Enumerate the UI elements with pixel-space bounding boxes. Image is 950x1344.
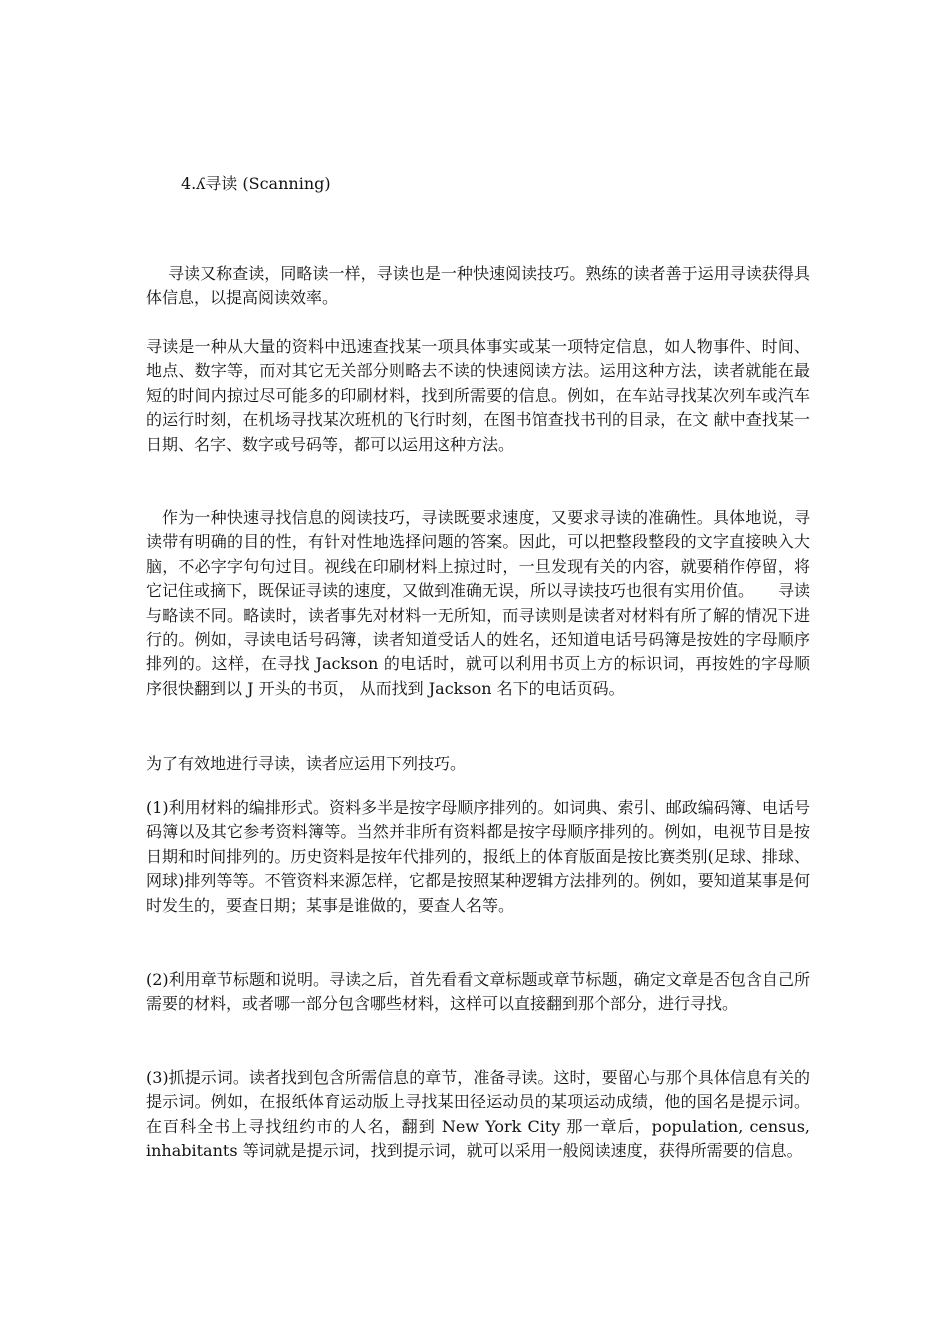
paragraph-intro: 寻读又称查读，同略读一样，寻读也是一种快速阅读技巧。熟练的读者善于运用寻读获得具体信息，以提高阅读效率。 [146,264,810,308]
paragraph-technique-3: (3)抓提示词。读者找到包含所需信息的章节，准备寻读。这时，要留心与那个具体信息有关的提示词。例如，在报纸体育运动版上寻找某田径运动员的某项运动成绩，他的国名是提示词。在百科全书上寻找纽约市的人名，翻到 New York City 那一章后，population, census, inhabitants 等词就是提示词，找到提示词，就可以采用一般阅读速度，获得所需要的信息。 [146,1068,810,1161]
paragraph-technique-2: (2)利用章节标题和说明。寻读之后，首先看看文章标题或章节标题，确定文章是否包含自己所需要的材料，或者哪一部分包含哪些材料，这样可以直接翻到那个部分，进行寻找。 [146,970,810,1014]
paragraph-definition: 寻读是一种从大量的资料中迅速查找某一项具体事实或某一项特定信息，如人物事件、时间、地点、数字等，而对其它无关部分则略去不读的快速阅读方法。运用这种方法，读者就能在最短的时间内掠过尽可能多的印刷材料，找到所需要的信息。例如，在车站寻找某次列车或汽车的运行时刻，在机场寻找某次班机的飞行时刻，在图书馆查找书刊的目录，在文 献中查找某一日期、名字、数字或号码等，都可以运用这种方法。 [146,337,810,454]
section-heading: 4.ʎ寻读 (Scanning) [181,174,331,193]
paragraph-technique-1: (1)利用材料的编排形式。资料多半是按字母顺序排列的。如词典、索引、邮政编码簿、电话号码簿以及其它参考资料簿等。当然并非所有资料都是按字母顺序排列的。例如，电视节目是按日期和时间排列的。历史资料是按年代排列的，报纸上的体育版面是按比赛类别(足球、排球、网球)排列等等。不管资料来源怎样，它都是按照某种逻辑方法排列的。例如，要知道某事是何时发生的，要查日期；某事是谁做的，要查人名等。 [146,798,810,915]
paragraph-accuracy: 作为一种快速寻找信息的阅读技巧，寻读既要求速度，又要求寻读的准确性。具体地说，寻读带有明确的目的性，有针对性地选择问题的答案。因此，可以把整段整段的文字直接映入大脑，不必字字句句过目。视线在印刷材料上掠过时，一旦发现有关的内容，就要稍作停留，将它记住或摘下，既保证寻读的速度，又做到准确无误，所以寻读技巧也很有实用价值。 寻读与略读不同。略读时，读者事先对材料一无所知，而寻读则是读者对材料有所了解的情况下进行的。例如，寻读电话号码簿，读者知道受话人的姓名，还知道电话号码簿是按姓的字母顺序排列的。这样，在寻找 Jackson 的电话时，就可以利用书页上方的标识词，再按姓的字母顺序很快翻到以 J 开头的书页， 从而找到 Jackson 名下的电话页码。 [146,508,811,698]
paragraph-techniques-intro: 为了有效地进行寻读，读者应运用下列技巧。 [146,754,467,773]
